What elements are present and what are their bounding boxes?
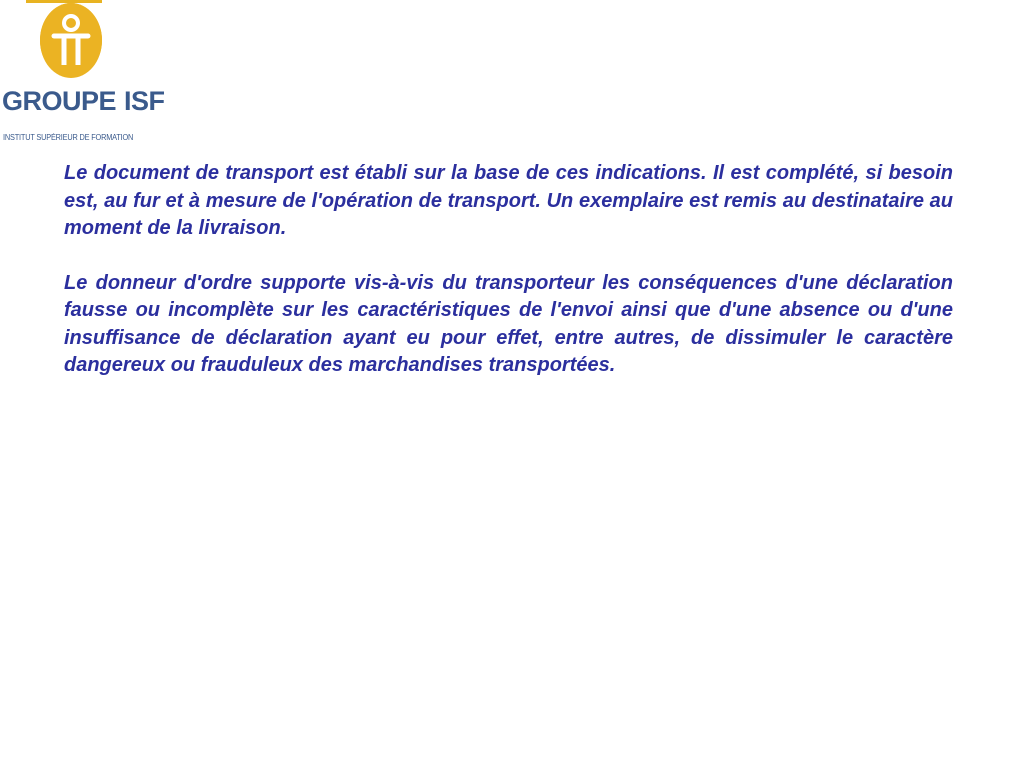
paragraph-document-transport: Le document de transport est établi sur la base de ces indications. Il est complété, si besoin est, au fur et à mesure de l'opération de transport. Un exemplaire est remis au destinataire au moment de la livraison. xyxy=(64,162,953,239)
slide-body xyxy=(64,160,953,380)
logo-brand: GROUPE xyxy=(2,86,117,116)
logo-tagline: INSTITUT SUPÉRIEUR DE FORMATION xyxy=(3,133,134,142)
person-emblem-icon xyxy=(40,3,102,78)
paragraph-donneur-ordre: Le donneur d'ordre supporte vis-à-vis du transporteur les conséquences d'une déclaration fausse ou incomplète sur les caractéristiques de l'envoi ainsi que d'une absence ou d'une insuffisance de déclaration ayant eu pour effet, entre autres, de dissimuler le caractère dangereux ou frauduleux des marchandises transportées. xyxy=(64,271,953,376)
logo-brand-suffix: ISF xyxy=(124,86,165,116)
groupe-isf-logo xyxy=(0,0,165,150)
logo-wordmark xyxy=(2,88,165,115)
